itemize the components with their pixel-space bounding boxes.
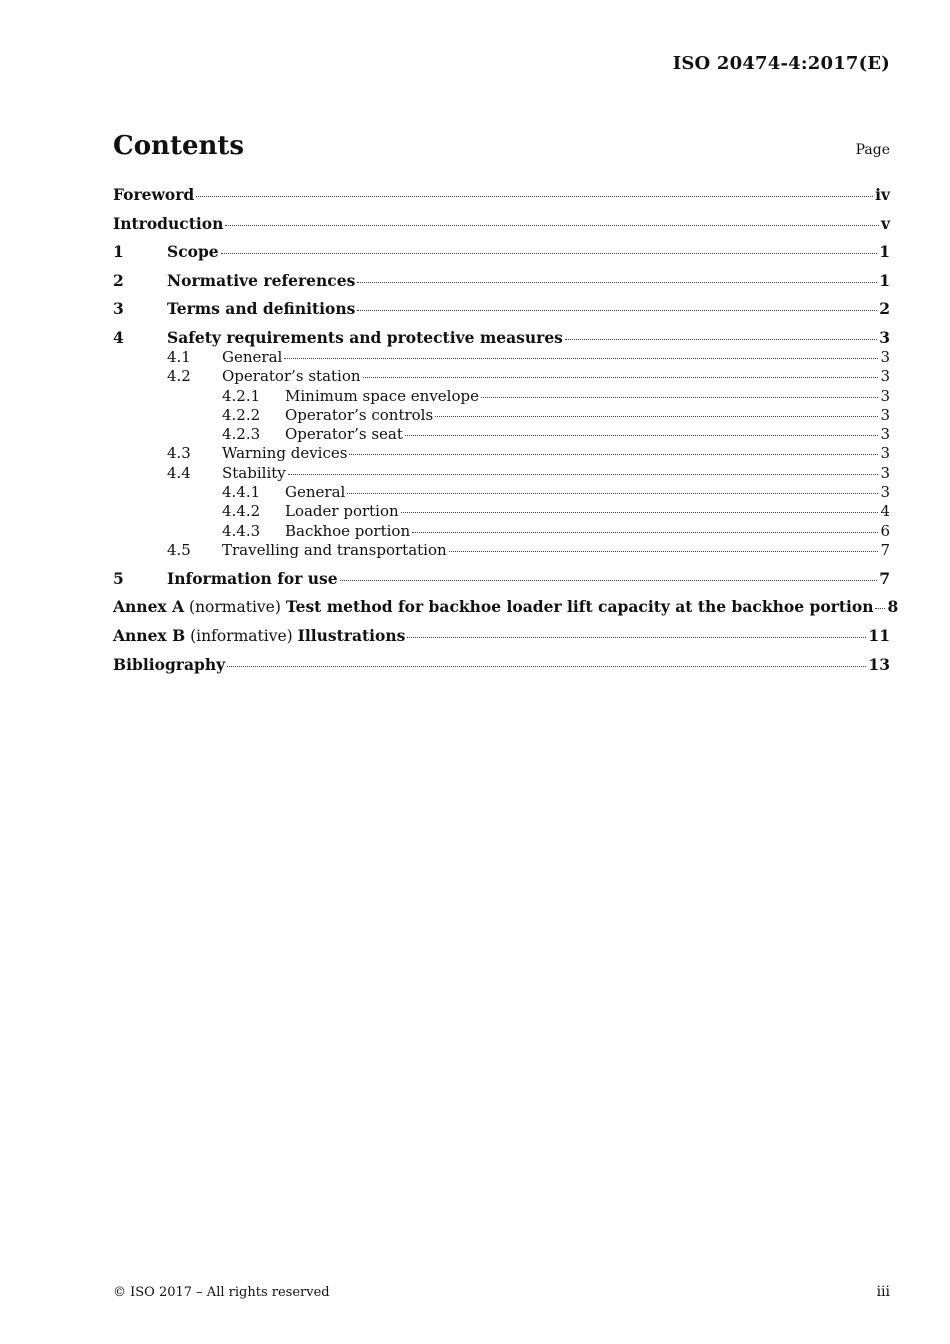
toc-entry-page: 7 [880,540,890,559]
toc-entry-page: 3 [880,483,890,502]
toc-entry-number: 3 [113,299,124,319]
toc-entry-number: 4.2.2 [222,405,261,424]
toc-entry-page: 3 [880,386,890,405]
dot-leader [401,512,879,513]
dot-leader [363,377,879,378]
dot-leader [357,282,877,283]
toc-entry-page: 8 [887,597,899,617]
dot-leader [435,416,878,417]
dot-leader [225,225,879,226]
annex-label: Annex A [113,597,185,617]
table-of-contents [113,185,899,675]
toc-entry-4-1[interactable] [113,348,890,367]
toc-entry-title: Loader portion [285,502,399,521]
toc-entry-number: 4.3 [167,444,191,463]
copyright-notice: © ISO 2017 – All rights reserved [113,1285,330,1300]
toc-entry-number: 4.4 [167,463,191,482]
toc-entry-page: 7 [879,568,890,588]
toc-entry-4-2[interactable] [113,367,890,386]
dot-leader [481,397,878,398]
toc-entry-4-2-2[interactable] [113,406,890,425]
annex-type: (normative) [184,598,286,617]
toc-entry-scope[interactable] [113,242,890,262]
toc-entry-annex-a[interactable] [113,597,899,617]
toc-entry-4-3[interactable] [113,444,890,463]
toc-entry-page: 1 [879,270,890,290]
page-number: iii [876,1284,890,1300]
toc-entry-page: 13 [868,654,890,674]
toc-entry-4-4[interactable] [113,464,890,483]
toc-entry-title: Operator’s seat [285,425,403,444]
toc-entry-4-4-3[interactable] [113,522,890,541]
contents-title: Contents [113,131,245,161]
toc-entry-title: Backhoe portion [285,521,411,540]
toc-entry-page: 1 [879,242,890,262]
page-column-label: Page [855,142,890,158]
toc-entry-number: 2 [113,270,124,290]
toc-entry-introduction[interactable] [113,214,890,234]
toc-entry-page: 2 [879,299,890,319]
dot-leader [196,196,873,197]
toc-entry-title: Information for use [167,568,338,588]
toc-entry-title: Minimum space envelope [285,386,479,405]
dot-leader [284,358,878,359]
dot-leader [288,474,879,475]
toc-entry-page: 3 [880,405,890,424]
toc-entry-number: 4.2.3 [222,425,261,444]
toc-entry-number: 4.5 [167,540,191,559]
toc-entry-bibliography[interactable] [113,655,890,675]
toc-entry-page: 3 [880,463,890,482]
toc-entry-4-4-2[interactable] [113,502,890,521]
dot-leader [349,454,878,455]
toc-entry-number: 4.4.1 [222,483,261,502]
toc-entry-title: Introduction [113,213,224,233]
annex-title: Illustrations [297,626,406,646]
toc-entry-4-5[interactable] [113,541,890,560]
toc-entry-title: Travelling and transportation [222,540,447,559]
toc-entry-number: 1 [113,242,124,262]
toc-entry-page: 3 [880,444,890,463]
toc-entry-page: iv [875,185,890,204]
toc-entry-page: 4 [880,502,890,521]
toc-entry-title: Terms and definitions [167,299,356,319]
dot-leader [227,666,866,667]
toc-entry-safety-requirements[interactable] [113,328,890,348]
toc-entry-title [113,626,405,645]
toc-entry-title: General [285,483,346,502]
dot-leader [407,637,866,638]
toc-entry-annex-b[interactable] [113,626,890,646]
annex-label: Annex B [113,626,186,646]
toc-entry-number: 4 [113,327,124,347]
toc-entry-page: 6 [880,521,890,540]
toc-entry-title: Scope [167,242,219,262]
annex-type: (informative) [185,627,298,646]
toc-entry-page: v [880,213,890,233]
dot-leader [347,493,878,494]
toc-entry-title: Foreword [113,185,195,204]
annex-title: Test method for backhoe loader lift capacity at the backhoe portion [285,597,874,617]
dot-leader [405,435,879,436]
toc-entry-title: General [222,347,283,366]
toc-entry-number: 5 [113,568,124,588]
toc-entry-4-4-1[interactable] [113,483,890,502]
toc-entry-title: Bibliography [113,654,226,674]
toc-entry-normative-references[interactable] [113,271,890,291]
dot-leader [357,310,877,311]
toc-entry-title: Operator’s station [222,367,361,386]
toc-entry-title: Operator’s controls [285,405,434,424]
document-id: ISO 20474-4:2017(E) [672,53,890,74]
toc-entry-page: 3 [879,327,890,347]
toc-entry-foreword[interactable] [113,185,890,205]
dot-leader [875,608,885,609]
toc-entry-number: 4.2.1 [222,386,261,405]
toc-entry-page: 3 [880,367,890,386]
dot-leader [565,339,877,340]
toc-entry-title: Stability [222,463,286,482]
toc-entry-number: 4.4.3 [222,521,261,540]
toc-entry-information-for-use[interactable] [113,569,890,589]
toc-entry-4-2-3[interactable] [113,425,890,444]
toc-entry-page: 3 [880,425,890,444]
toc-entry-title: Safety requirements and protective measures [167,327,563,347]
toc-entry-number: 4.2 [167,367,191,386]
dot-leader [412,532,878,533]
toc-entry-page: 11 [868,626,890,646]
toc-entry-4-2-1[interactable] [113,387,890,406]
toc-entry-page: 3 [880,347,890,366]
toc-entry-title: Warning devices [222,444,348,463]
toc-entry-title: Normative references [167,270,356,290]
toc-entry-number: 4.1 [167,347,191,366]
toc-entry-terms-and-definitions[interactable] [113,299,890,319]
toc-entry-number: 4.4.2 [222,502,261,521]
dot-leader [340,580,878,581]
dot-leader [449,551,879,552]
toc-entry-title [113,597,873,616]
dot-leader [221,253,878,254]
